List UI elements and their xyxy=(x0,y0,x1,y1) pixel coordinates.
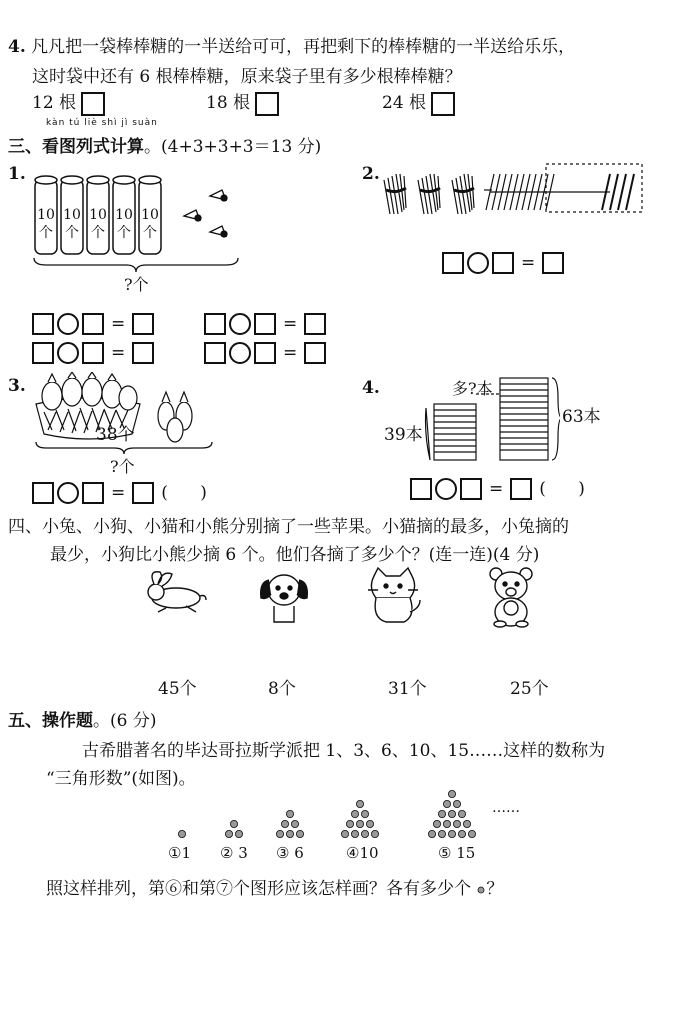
dot xyxy=(286,830,293,837)
p4-number: 4. xyxy=(362,378,380,398)
dot xyxy=(443,800,450,807)
dot xyxy=(371,830,378,837)
p1-bundle-label-5 xyxy=(140,206,160,242)
dot xyxy=(458,810,465,817)
p4-equation xyxy=(410,478,589,500)
p3-answer-unit[interactable]: ( ) xyxy=(161,483,207,503)
figure-label: ④10 xyxy=(346,844,379,862)
p1-eq1-box-b[interactable] xyxy=(82,313,104,335)
dot xyxy=(230,820,237,827)
equals-sign: = xyxy=(111,343,126,363)
p4-box-a[interactable] xyxy=(410,478,432,500)
p1-eq1-result[interactable] xyxy=(132,313,154,335)
dot xyxy=(448,790,455,797)
section3-heading xyxy=(8,132,321,157)
figure-label: ② 3 xyxy=(220,844,248,862)
cat-icon xyxy=(362,566,424,626)
equals-sign: = xyxy=(283,314,298,334)
bundle-unit: 个 xyxy=(39,225,53,241)
p1-eq2-operator[interactable] xyxy=(57,342,79,364)
p3-result[interactable] xyxy=(132,482,154,504)
equals-sign: = xyxy=(111,483,126,503)
p1-bundle-label-3 xyxy=(88,206,108,242)
dot xyxy=(351,810,358,817)
dot xyxy=(438,830,445,837)
q4-line1 xyxy=(8,32,575,57)
dot xyxy=(453,800,460,807)
bundle-number: 10 xyxy=(115,207,133,223)
shuttlecocks xyxy=(180,188,240,252)
q4-option-1-label: 12 根 xyxy=(32,93,77,113)
equals-sign: = xyxy=(521,253,536,273)
dot xyxy=(438,810,445,817)
section4-line1: 四、小兔、小狗、小猫和小熊分别摘了一些苹果。小猫摘的最多，小兔摘的 xyxy=(8,517,569,537)
p4-result[interactable] xyxy=(510,478,532,500)
p1-eq1-box-a[interactable] xyxy=(32,313,54,335)
dog-icon xyxy=(256,566,312,626)
p4-question: 多?本 xyxy=(452,379,493,398)
triangular-numbers-figure xyxy=(160,778,540,864)
p2-box-b[interactable] xyxy=(492,252,514,274)
section5-question-mark: ？ xyxy=(486,879,504,899)
figure-label: ③ 6 xyxy=(276,844,304,862)
p2-number: 2. xyxy=(362,164,380,184)
p4-box-b[interactable] xyxy=(460,478,482,500)
p3-equation xyxy=(32,482,211,504)
p3-box-a[interactable] xyxy=(32,482,54,504)
rabbit-icon xyxy=(136,568,208,616)
dot xyxy=(346,820,353,827)
p1-eq3-box-b[interactable] xyxy=(254,313,276,335)
dot xyxy=(448,830,455,837)
p1-question: ?个 xyxy=(124,275,149,294)
q4-option-2 xyxy=(206,88,279,116)
bundle-number: 10 xyxy=(37,207,55,223)
bundle-number: 10 xyxy=(141,207,159,223)
p1-eq4-operator[interactable] xyxy=(229,342,251,364)
figure-ellipsis: …… xyxy=(492,800,520,816)
q4-option-3-checkbox[interactable] xyxy=(431,92,455,116)
p3-count: 38个 xyxy=(96,425,135,445)
q4-number: 4. xyxy=(8,37,26,57)
q4-option-3-label: 24 根 xyxy=(382,93,427,113)
p2-result[interactable] xyxy=(542,252,564,274)
dot xyxy=(366,820,373,827)
bundle-number: 10 xyxy=(89,207,107,223)
section5-score: 。(6 分) xyxy=(93,711,157,731)
p1-equation-3 xyxy=(204,313,326,335)
dot-icon xyxy=(476,885,486,895)
p1-bundle-labels xyxy=(36,206,162,242)
p1-equation-1 xyxy=(32,313,154,335)
dot xyxy=(351,830,358,837)
p4-books-icon xyxy=(424,374,560,464)
equals-sign: = xyxy=(489,479,504,499)
p1-eq4-box-b[interactable] xyxy=(254,342,276,364)
p4-operator[interactable] xyxy=(435,478,457,500)
bundle-unit: 个 xyxy=(143,225,157,241)
section5-para1: 古希腊著名的毕达哥拉斯学派把 1、3、6、10、15……这样的数称为 xyxy=(82,741,606,761)
p1-eq2-box-a[interactable] xyxy=(32,342,54,364)
section5-question xyxy=(46,874,503,899)
section3-pinyin: kàn tú liè shì jì suàn xyxy=(46,118,158,128)
dot xyxy=(356,800,363,807)
section3-score: 。(4+3+3+3＝13 分) xyxy=(144,137,322,157)
dot xyxy=(276,830,283,837)
bear-icon xyxy=(486,566,536,628)
dot xyxy=(291,820,298,827)
shuttlecock-icon xyxy=(180,188,240,248)
p1-eq3-result[interactable] xyxy=(304,313,326,335)
p1-eq3-box-a[interactable] xyxy=(204,313,226,335)
bundle-unit: 个 xyxy=(117,225,131,241)
p3-box-b[interactable] xyxy=(82,482,104,504)
p1-eq4-box-a[interactable] xyxy=(204,342,226,364)
section4-line2: 最少，小狗比小熊少摘 6 个。他们各摘了多少个？(连一连)(4 分) xyxy=(50,545,540,565)
bundle-unit: 个 xyxy=(65,225,79,241)
p4-left-label: 39本 xyxy=(384,425,423,445)
p1-eq2-result[interactable] xyxy=(132,342,154,364)
p1-bundle-label-1 xyxy=(36,206,56,242)
dot xyxy=(286,810,293,817)
value-option-2[interactable]: 8个 xyxy=(268,679,296,699)
dot xyxy=(443,820,450,827)
equals-sign: = xyxy=(283,343,298,363)
p3-number: 3. xyxy=(8,376,26,396)
section5-question-text: 照这样排列，第⑥和第⑦个图形应该怎样画？各有多少个 xyxy=(46,879,471,899)
value-option-4[interactable]: 25个 xyxy=(510,679,549,699)
p1-eq4-result[interactable] xyxy=(304,342,326,364)
p1-eq1-operator[interactable] xyxy=(57,313,79,335)
p2-sticks-icon xyxy=(380,160,646,218)
section5-heading xyxy=(8,706,156,731)
dot xyxy=(341,830,348,837)
figure-label: ①1 xyxy=(168,844,191,862)
q4-option-3 xyxy=(382,88,455,116)
p4-answer-unit[interactable]: ( ) xyxy=(539,479,585,499)
dot xyxy=(463,820,470,827)
dot xyxy=(281,820,288,827)
p1-number: 1. xyxy=(8,164,26,184)
p2-box-a[interactable] xyxy=(442,252,464,274)
dot xyxy=(178,830,185,837)
p1-equation-2 xyxy=(32,342,154,364)
p2-equation xyxy=(442,252,564,274)
p1-eq2-box-b[interactable] xyxy=(82,342,104,364)
dot xyxy=(235,830,242,837)
q4-option-2-checkbox[interactable] xyxy=(255,92,279,116)
p1-eq3-operator[interactable] xyxy=(229,313,251,335)
dot xyxy=(448,810,455,817)
dot xyxy=(225,830,232,837)
p3-operator[interactable] xyxy=(57,482,79,504)
bundle-number: 10 xyxy=(63,207,81,223)
p3-question: ?个 xyxy=(110,457,135,476)
q4-text1: 凡凡把一袋棒棒糖的一半送给可可，再把剩下的棒棒糖的一半送给乐乐， xyxy=(31,37,576,57)
q4-option-1-checkbox[interactable] xyxy=(81,92,105,116)
dot xyxy=(468,830,475,837)
dot xyxy=(356,820,363,827)
dot xyxy=(453,820,460,827)
dot xyxy=(296,830,303,837)
p1-equation-4 xyxy=(204,342,326,364)
section5-title: 五、操作题 xyxy=(8,711,93,731)
p2-operator[interactable] xyxy=(467,252,489,274)
dot xyxy=(361,810,368,817)
p1-bundle-label-4 xyxy=(114,206,134,242)
q4-option-1 xyxy=(32,88,105,116)
value-option-1[interactable]: 45个 xyxy=(158,679,197,699)
p1-bundle-label-2 xyxy=(62,206,82,242)
dot xyxy=(428,830,435,837)
q4-option-2-label: 18 根 xyxy=(206,93,251,113)
figure-label: ⑤ 15 xyxy=(438,844,476,862)
stick-bundle-1 xyxy=(384,174,406,214)
bundle-unit: 个 xyxy=(91,225,105,241)
section3-title: 三、看图列式计算 xyxy=(8,137,144,157)
dot xyxy=(361,830,368,837)
section5-para2: “三角形数”(如图)。 xyxy=(46,769,196,789)
equals-sign: = xyxy=(111,314,126,334)
dot xyxy=(458,830,465,837)
p4-right-label: 63本 xyxy=(562,407,601,427)
value-option-3[interactable]: 31个 xyxy=(388,679,427,699)
q4-line2: 这时袋中还有 6 根棒棒糖，原来袋子里有多少根棒棒糖？ xyxy=(32,67,462,87)
dot xyxy=(433,820,440,827)
